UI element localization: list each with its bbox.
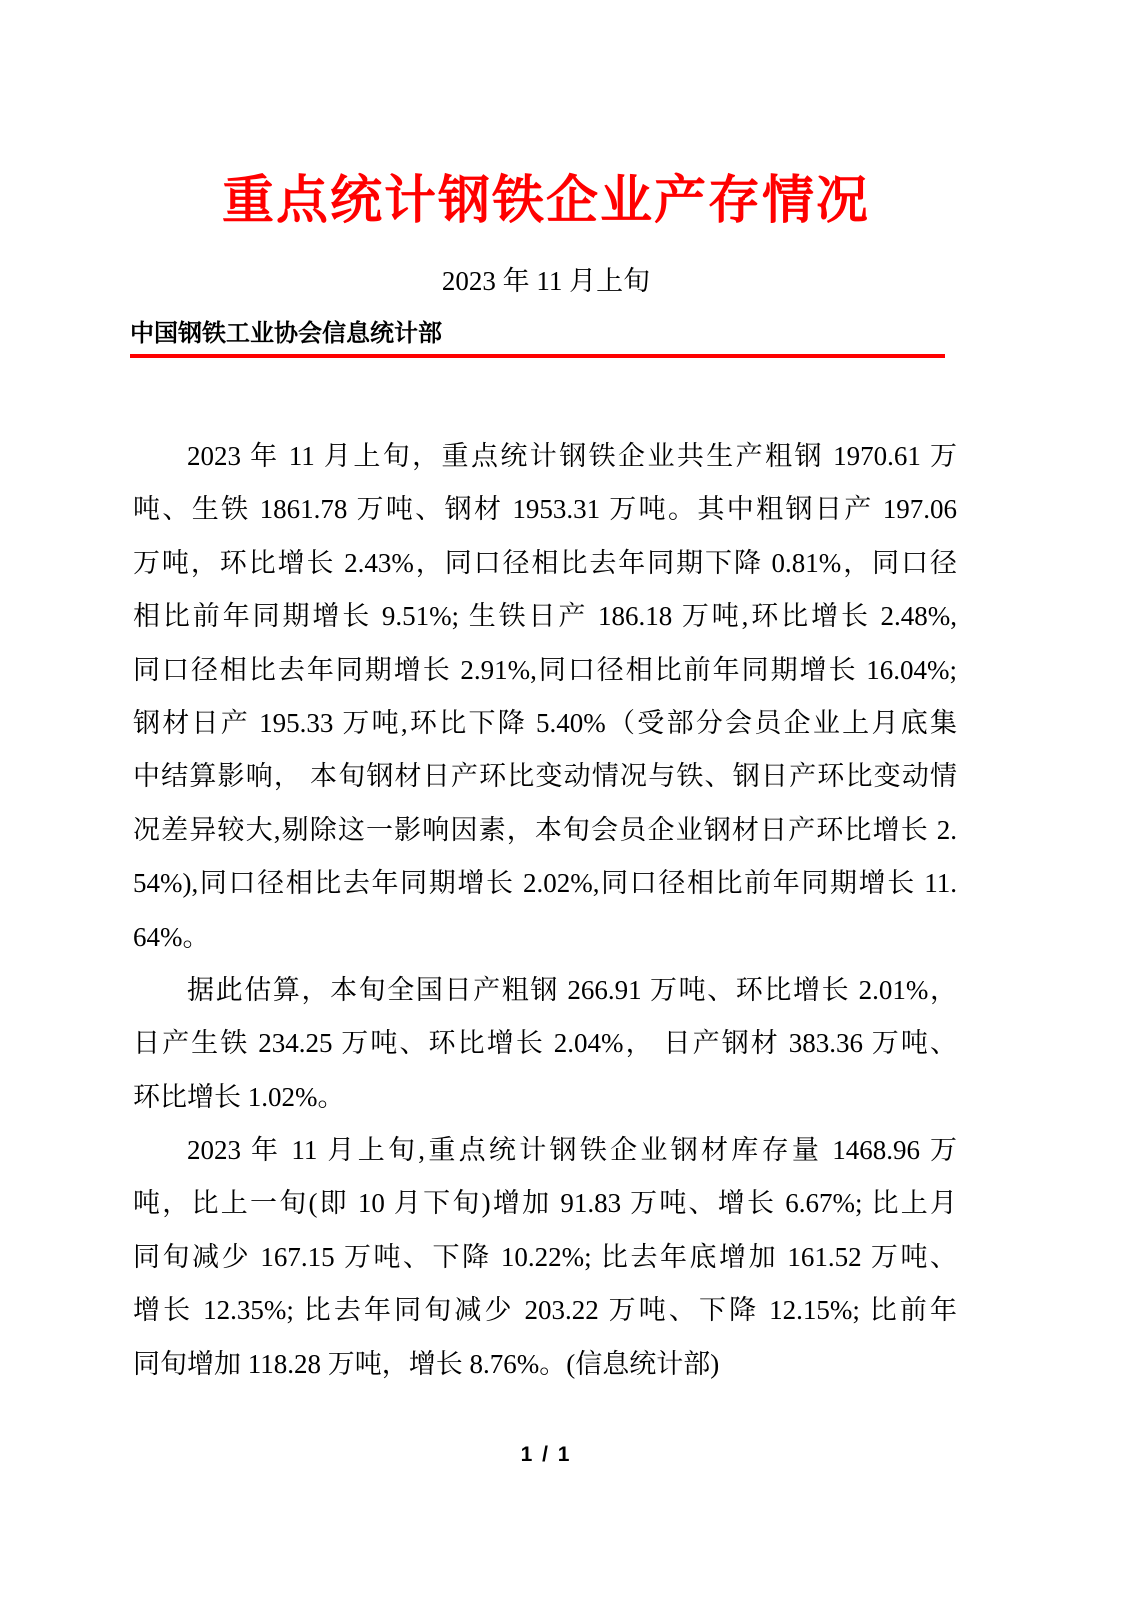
body-line: 钢材日产 195.33 万吨,环比下降 5.40%（受部分会员企业上月底集 [133, 707, 957, 738]
body-line: 吨，比上一旬(即 10 月下旬)增加 91.83 万吨、增长 6.67%; 比上月 [133, 1188, 957, 1219]
body-line: 日产生铁 234.25 万吨、环比增长 2.04%， 日产钢材 383.36 万吨、 [133, 1028, 957, 1059]
body-line: 增长 12.35%; 比去年同旬减少 203.22 万吨、下降 12.15%; 比前年 [133, 1295, 957, 1326]
red-divider-rule [130, 354, 945, 358]
body-line: 同旬减少 167.15 万吨、下降 10.22%; 比去年底增加 161.52 万吨、 [133, 1241, 957, 1272]
body-line: 吨、生铁 1861.78 万吨、钢材 1953.31 万吨。其中粗钢日产 197.06 [133, 494, 957, 525]
paragraph-national-estimate [133, 964, 957, 1124]
body-line: 2023 年 11 月上旬,重点统计钢铁企业钢材库存量 1468.96 万 [187, 1135, 957, 1166]
body-line: 况差异较大,剔除这一影响因素，本旬会员企业钢材日产环比增长 2. [133, 814, 957, 845]
body-line: 据此估算，本旬全国日产粗钢 266.91 万吨、环比增长 2.01%， [187, 974, 957, 1005]
body-line: 同旬增加 118.28 万吨，增长 8.76%。(信息统计部) [133, 1348, 720, 1379]
body-line: 中结算影响， 本旬钢材日产环比变动情况与铁、钢日产环比变动情 [133, 761, 957, 792]
body-line: 万吨，环比增长 2.43%，同口径相比去年同期下降 0.81%，同口径 [133, 547, 957, 578]
body-line: 同口径相比去年同期增长 2.91%,同口径相比前年同期增长 16.04%; [133, 654, 957, 685]
body-line: 2023 年 11 月上旬，重点统计钢铁企业共生产粗钢 1970.61 万 [187, 441, 957, 471]
page-number: 1 / 1 [520, 1443, 572, 1466]
body-line: 环比增长 1.02%。 [133, 1081, 345, 1112]
document-title: 重点统计钢铁企业产存情况 [221, 171, 870, 231]
document-period: 2023 年 11 月上旬 [441, 266, 651, 296]
body-line: 54%),同口径相比去年同期增长 2.02%,同口径相比前年同期增长 11. [133, 868, 957, 899]
body-line: 64%。 [133, 921, 210, 952]
paragraph-inventory [133, 1124, 957, 1391]
document-body [133, 430, 957, 1391]
issuing-department: 中国钢铁工业协会信息统计部 [130, 321, 442, 347]
paragraph-production [133, 430, 957, 964]
body-line: 相比前年同期增长 9.51%; 生铁日产 186.18 万吨,环比增长 2.48%, [133, 601, 957, 632]
